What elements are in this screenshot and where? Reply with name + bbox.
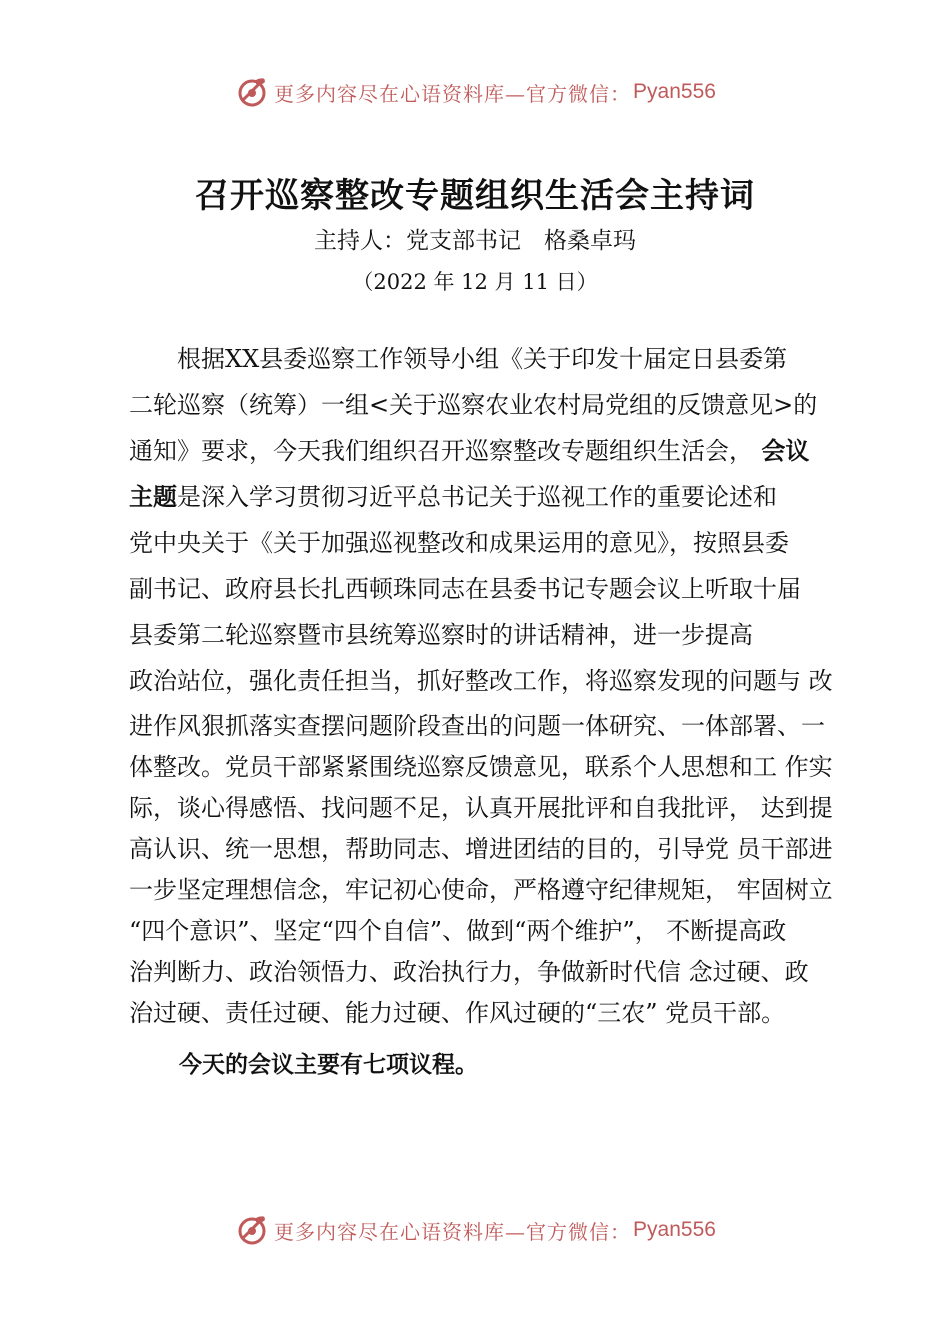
document-title: 召开巡察整改专题组织生活会主持词	[195, 176, 755, 216]
banner-text: 更多内容尽在心语资料库—官方微信：	[274, 81, 632, 106]
agenda-statement: 今天的会议主要有七项议程。	[179, 1052, 478, 1078]
document-date: （2022 年 12 月 11 日）	[352, 270, 598, 294]
body-line: 党中央关于《关于加强巡视整改和成果运用的意见》，按照县委	[129, 529, 789, 557]
body-line: 副书记、政府县长扎西顿珠同志在县委书记专题会议上听取十届	[129, 575, 801, 603]
body-line: 治过硬、责任过硬、能力过硬、作风过硬的“三农” 党员干部。	[129, 999, 786, 1027]
body-line: 体整改。党员干部紧紧围绕巡察反馈意见，联系个人思想和工 作实	[129, 753, 833, 781]
quill-seal-icon	[234, 1212, 270, 1248]
emphasis-text: 会议	[753, 437, 810, 465]
emphasis-text: 主题	[129, 483, 177, 511]
banner-wechat-id: Pyan556	[633, 1218, 716, 1241]
banner-wechat-id: Pyan556	[633, 80, 716, 103]
body-line: 政治站位，强化责任担当，抓好整改工作，将巡察发现的问题与 改	[129, 667, 833, 695]
body-line: “四个意识”、坚定“四个自信”、做到“两个维护”， 不断提高政	[129, 917, 787, 945]
footer-banner	[0, 1208, 950, 1252]
body-line	[129, 482, 777, 512]
quill-seal-icon	[234, 74, 270, 110]
body-line: 高认识、统一思想，帮助同志、增进团结的目的，引导党 员干部进	[129, 835, 833, 863]
body-line: 县委第二轮巡察暨市县统筹巡察时的讲话精神，进一步提高	[129, 621, 753, 649]
body-line-text: 通知》要求，今天我们组织召开巡察整改专题组织生活会，	[129, 437, 753, 465]
body-line-text: 是深入学习贯彻习近平总书记关于巡视工作的重要论述和	[177, 483, 777, 511]
document-host: 主持人：党支部书记 格桑卓玛	[314, 228, 636, 254]
body-line: 根据XX县委巡察工作领导小组《关于印发十届定日县委第	[129, 345, 788, 373]
body-line: 治判断力、政治领悟力、政治执行力，争做新时代信 念过硬、政	[129, 958, 809, 986]
body-line: 一步坚定理想信念，牢记初心使命，严格遵守纪律规矩， 牢固树立	[129, 876, 833, 904]
body-line: 际，谈心得感悟、找问题不足，认真开展批评和自我批评， 达到提	[129, 794, 833, 822]
header-banner	[0, 70, 950, 114]
body-line: 二轮巡察（统筹）一组<关于巡察农业农村局党组的反馈意见>的	[129, 391, 818, 419]
body-line: 进作风狠抓落实查摆问题阶段查出的问题一体研究、一体部署、一	[129, 712, 825, 740]
banner-text: 更多内容尽在心语资料库—官方微信：	[274, 1219, 632, 1244]
body-line	[129, 436, 809, 466]
